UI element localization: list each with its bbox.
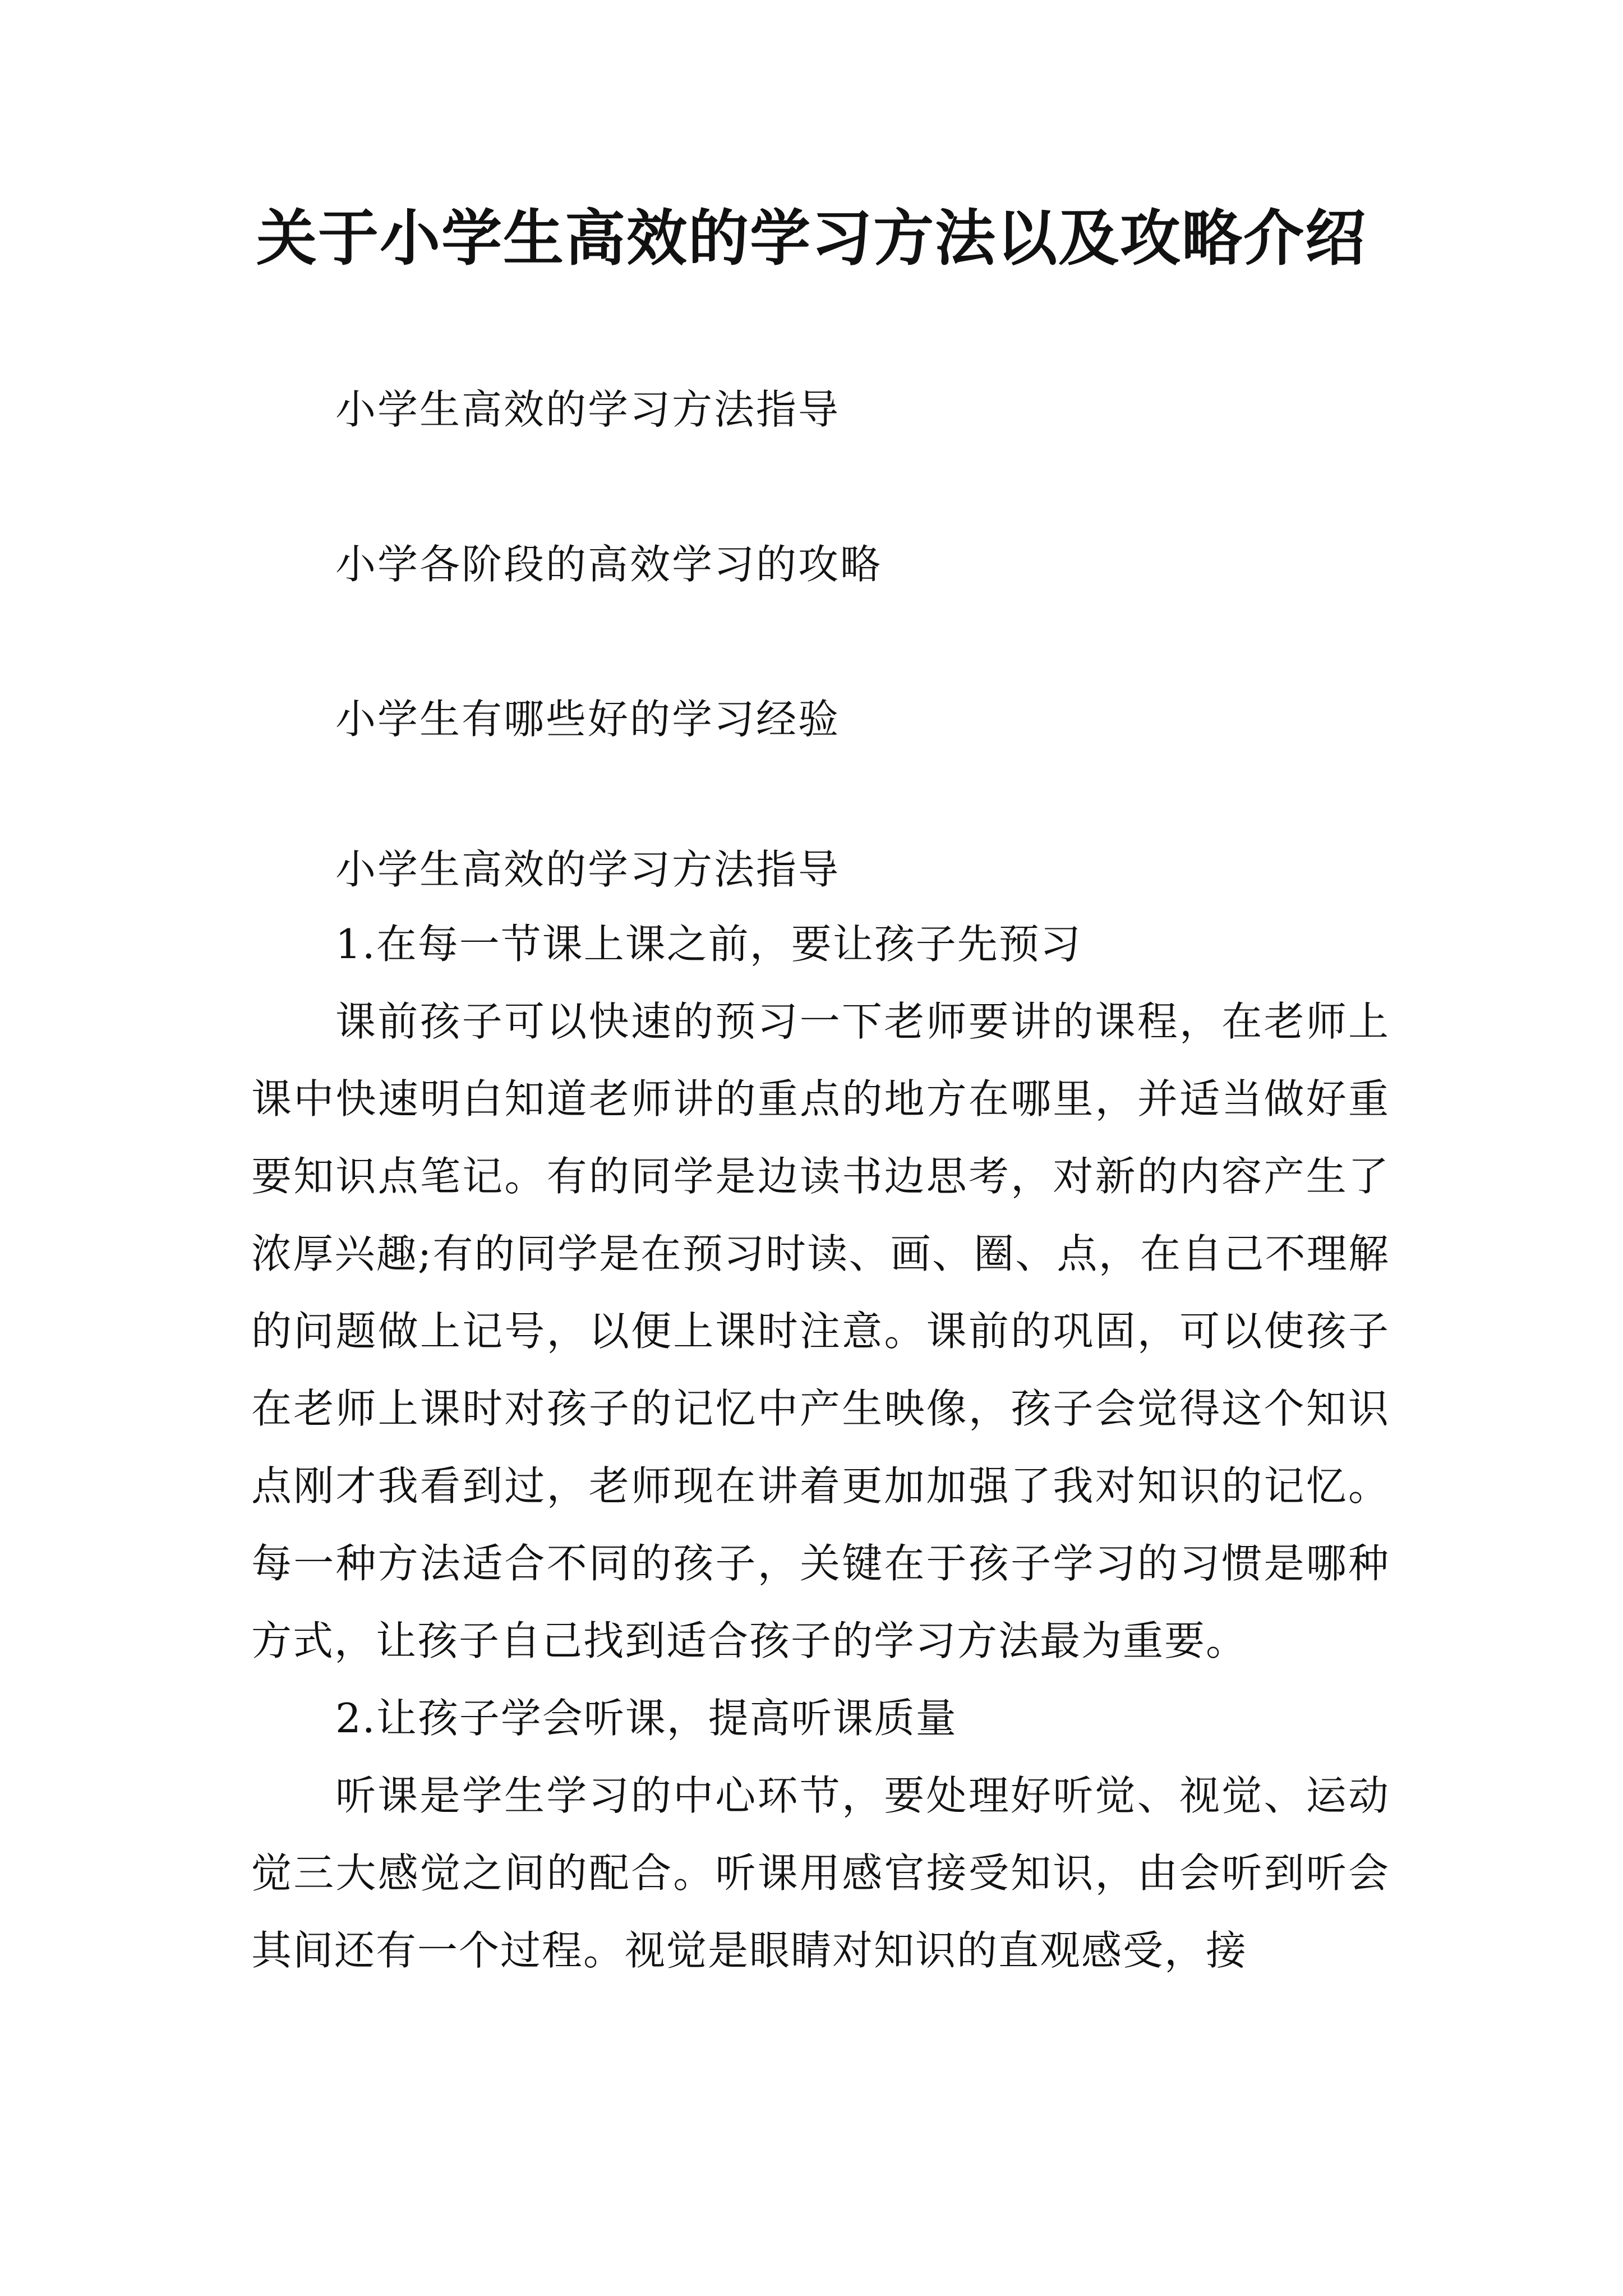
paragraph: 课前孩子可以快速的预习一下老师要讲的课程，在老师上课中快速明白知道老师讲的重点的地方在哪里，并适当做好重要知识点笔记。有的同学是边读书边思考，对新的内容产生了浓厚兴趣;有的同学是在预习时读、画、圈、点，在自己不理解的问题做上记号，以便上课时注意。课前的巩固，可以使孩子在老师上课时对孩子的记忆中产生映像，孩子会觉得这个知识点刚才我看到过，老师现在讲着更加加强了我对知识的记忆。每一种方法适合不同的孩子，关键在于孩子学习的习惯是哪种方式，让孩子自己找到适合孩子的学习方法最为重要。 bbox=[251, 998, 1390, 1664]
document-body bbox=[251, 905, 1390, 1989]
toc-item: 小学生高效的学习方法指导 bbox=[335, 386, 841, 433]
paragraph: 听课是学生学习的中心环节，要处理好听觉、视觉、运动觉三大感觉之间的配合。听课用感官接受知识，由会听到听会其间还有一个过程。视觉是眼睛对知识的直观感受，接 bbox=[251, 1772, 1390, 1974]
point-heading: 1.在每一节课上课之前，要让孩子先预习 bbox=[335, 921, 1082, 968]
document-title: 关于小学生高效的学习方法以及攻略介绍 bbox=[256, 203, 1367, 274]
point-heading: 2.让孩子学会听课，提高听课质量 bbox=[335, 1695, 957, 1742]
section-heading: 小学生高效的学习方法指导 bbox=[335, 846, 841, 893]
toc-item: 小学生有哪些好的学习经验 bbox=[335, 696, 841, 743]
toc-item: 小学各阶段的高效学习的攻略 bbox=[335, 541, 883, 588]
